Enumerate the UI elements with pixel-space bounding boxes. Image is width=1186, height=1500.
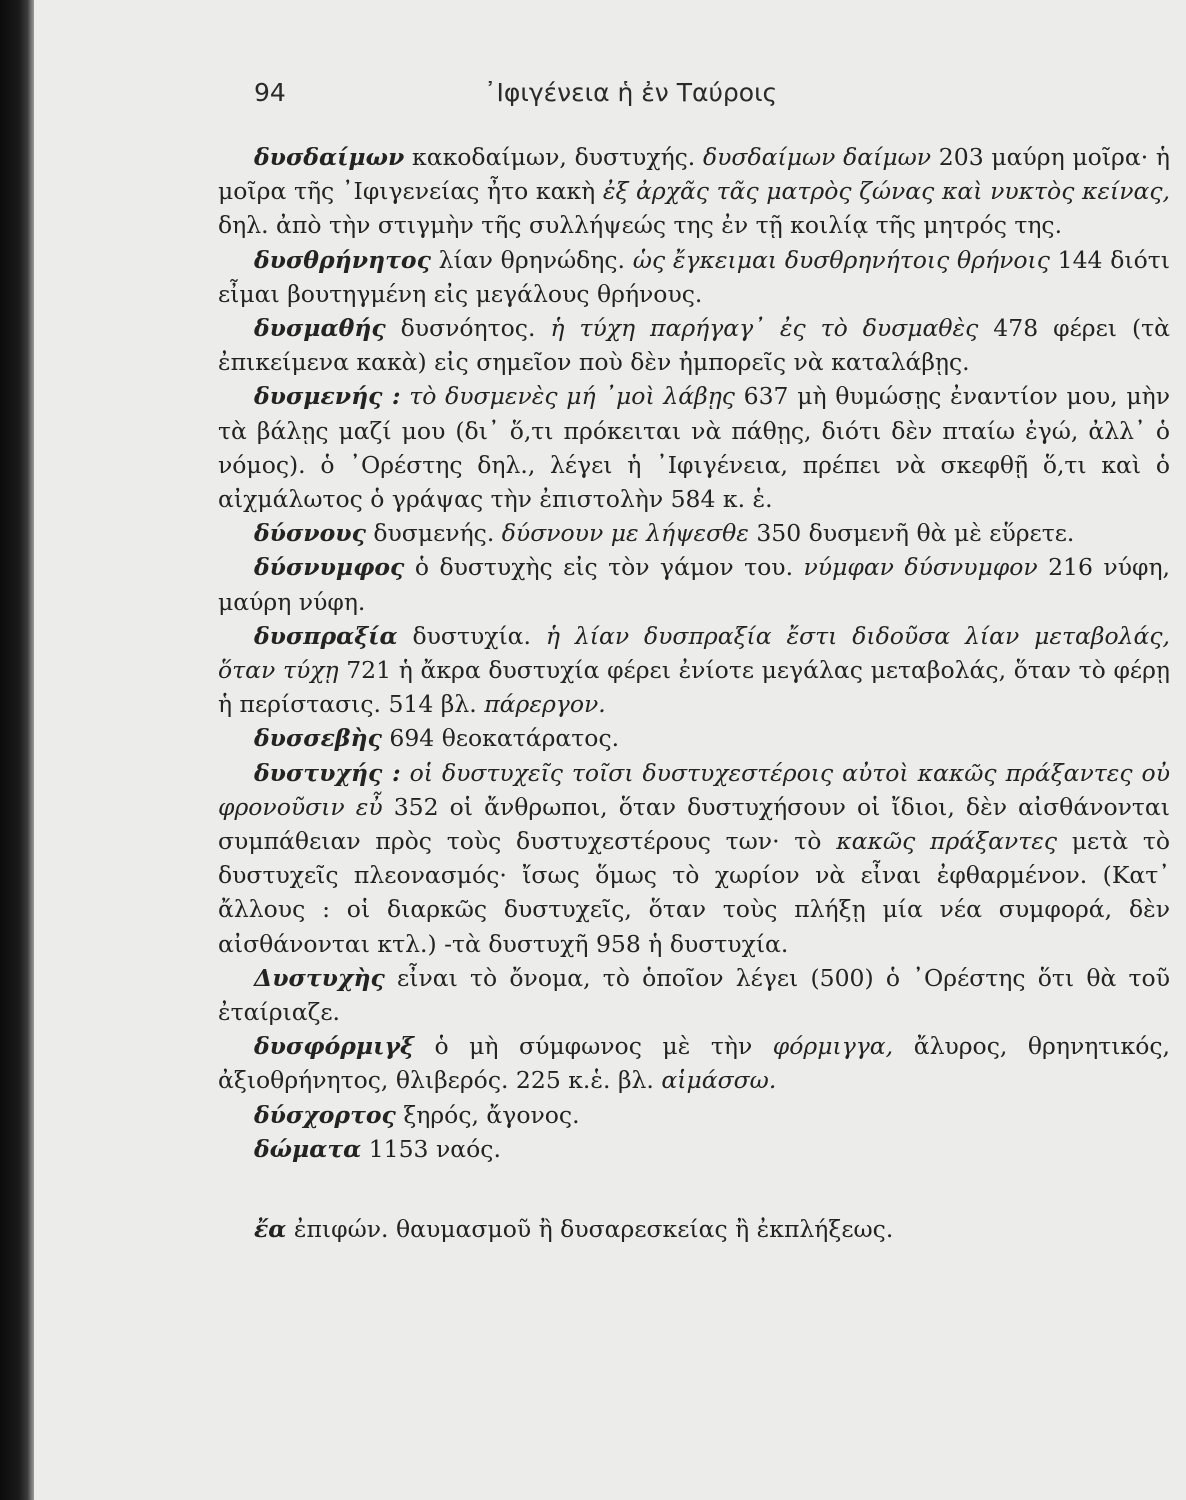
quotation: δυσδαίμων δαίμων [703, 143, 932, 171]
glossary-entry [218, 516, 1170, 550]
page-header [218, 78, 858, 114]
headword: δυσδαίμων [254, 143, 405, 171]
definition-text: ὁ μὴ σύμφωνος μὲ τὴν [413, 1032, 773, 1061]
glossary-entry [218, 311, 1170, 379]
headword: δυστυχής : [254, 758, 401, 787]
definition-text: 352 οἱ ἄνθρωποι, ὅταν δυστυχήσουν οἱ ἴδιοι, δὲν αἰσθάνονται συμπάθειαν πρὸς τοὺς δυστυχεστέρους των· τὸ [218, 792, 1170, 856]
section-gap [218, 1166, 1170, 1212]
running-title: ᾿Ιφιγένεια ἡ ἐν Ταύροις [484, 78, 778, 107]
quotation: ἡ τύχη παρήγαγ᾿ ἐς τὸ δυσμαθὲς [550, 314, 979, 343]
glossary-entry [218, 1132, 1170, 1166]
headword: δυσπραξία [254, 621, 398, 650]
headword: Δυστυχὴς [254, 963, 385, 992]
headword: δυσθρήνητος [254, 245, 431, 274]
definition-text [401, 759, 410, 787]
glossary-entry [218, 550, 1170, 618]
glossary-entry [218, 140, 1170, 243]
definition-text: ἄλυρος, θρηνητικός, ἀξιοθρήνητος, θλιβερός. 225 κ.ἑ. βλ. [218, 1032, 1170, 1095]
headword: δύσχορτος [254, 1100, 396, 1129]
definition-text: 144 διότι εἶμαι βουτηγμένη εἰς μεγάλους θρήνους. [218, 245, 1170, 308]
definition-text: κακοδαίμων, δυστυχής. [404, 143, 703, 171]
quotation: κακῶς πράξαντες [836, 827, 1057, 856]
definition-text: δηλ. ἀπὸ τὴν στιγμὴν τῆς συλλήψεώς της ἐν τῇ κοιλίᾳ τῆς μητρός της. [218, 211, 1063, 240]
definition-text: δυστυχία. [397, 621, 546, 650]
definition-text [401, 382, 410, 410]
quotation: δύσνουν με λήψεσθε [501, 519, 749, 548]
definition-text: 694 θεοκατάρατος. [381, 724, 620, 753]
quotation: τὸ δυσμενὲς μή ᾿μοὶ λάβῃς [409, 382, 735, 411]
glossary-text [218, 140, 1170, 1246]
glossary-entry [218, 961, 1170, 1029]
definition-text: ἐπιφών. θαυμασμοῦ ἢ δυσαρεσκείας ἢ ἐκπλήξεως. [286, 1215, 894, 1244]
glossary-entry [218, 243, 1170, 311]
headword: δύσνυμφος [254, 553, 405, 582]
definition-text: δυσνόητος. [385, 314, 551, 343]
quotation: οἱ δυστυχεῖς τοῖσι δυστυχεστέροις αὐτοὶ κακῶς πράξαντες οὐ φρονοῦσιν εὖ [218, 758, 1170, 821]
glossary-entry [218, 756, 1170, 961]
headword: δυσμαθής [254, 314, 386, 343]
headword: δυσσεβὴς [254, 724, 382, 753]
quotation: ἐξ ἀρχᾶς τᾶς ματρὸς ζώνας καὶ νυκτὸς κείνας, [602, 177, 1171, 206]
definition-text: λίαν θρηνώδης. [430, 245, 633, 274]
definition-text: 216 νύφη, μαύρη νύφη. [218, 553, 1170, 616]
headword: δύσνους [254, 519, 366, 548]
definition-text: εἶναι τὸ ὄνομα, τὸ ὁποῖον λέγει (500) ὁ ᾿Ορέστης ὅτι θὰ τοῦ ἐταίριαζε. [218, 963, 1170, 1027]
book-spine-shadow [0, 0, 34, 1500]
headword: δώματα [254, 1134, 362, 1163]
definition-text: 203 μαύρη μοῖρα· ἡ μοῖρα τῆς ᾿Ιφιγενείας ἦτο κακὴ [218, 143, 1170, 206]
definition-text: ξηρός, ἄγονος. [395, 1100, 580, 1129]
quotation: νύμφαν δύσνυμφον [803, 553, 1038, 582]
quotation: ἡ λίαν δυσπραξία ἔστι διδοῦσα λίαν μεταβολάς, ὅταν τύχῃ [218, 621, 1170, 685]
quotation: αἱμάσσω. [661, 1066, 777, 1095]
definition-text: 1153 ναός. [361, 1134, 501, 1163]
glossary-entry [218, 619, 1170, 722]
definition-text: 478 φέρει (τὰ ἐπικείμενα κακὰ) εἰς σημεῖον ποὺ δὲν ἠμπορεῖς νὰ καταλάβῃς. [218, 314, 1170, 377]
definition-text: 721 ἡ ἄκρα δυστυχία φέρει ἐνίοτε μεγάλας μεταβολάς, ὅταν τὸ φέρῃ ἡ περίστασις. 514 βλ. [218, 656, 1170, 719]
headword: δυσμενής : [254, 382, 401, 411]
glossary-entry [218, 1029, 1170, 1097]
headword: δυσφόρμιγξ [254, 1032, 414, 1061]
headword: ἔα [254, 1215, 287, 1244]
definition-text: ὁ δυστυχὴς εἰς τὸν γάμον του. [404, 553, 804, 582]
definition-text: μετὰ τὸ δυστυχεῖς πλεονασμός· ἴσως ὅμως τὸ χωρίον νὰ εἶναι ἐφθαρμένον. (Κατ᾿ ἄλλους : οἱ διαρκῶς δυστυχεῖς, ὅταν τοὺς πλήξῃ μία νέα συμφορά, δὲν αἰσθάνονται κτλ.) -τὰ δυστυχῆ 958 ἡ δυστυχία. [218, 827, 1170, 958]
definition-text: 637 μὴ θυμώσῃς ἐναντίον μου, μὴν τὰ βάλῃς μαζί μου (δι᾿ ὅ,τι πρόκειται νὰ πάθῃς, διότι δὲν πταίω ἐγώ, ἀλλ᾿ ὁ νόμος). ὁ ᾿Ορέστης δηλ., λέγει ἡ ᾿Ιφιγένεια, πρέπει νὰ σκεφθῇ ὅ,τι καὶ ὁ αἰχμάλωτος ὁ γράψας τὴν ἐπιστολὴν 584 κ. ἑ. [218, 382, 1170, 514]
quotation: φόρμιγγα, [772, 1032, 894, 1061]
page-number: 94 [254, 78, 286, 107]
glossary-entry [218, 379, 1170, 516]
glossary-entry [218, 1098, 1170, 1132]
glossary-entry [218, 721, 1170, 755]
glossary-entry [218, 1212, 1170, 1246]
quotation: ὡς ἔγκειμαι δυσθρηνήτοις θρήνοις [632, 245, 1050, 274]
quotation: πάρεργον. [484, 690, 606, 719]
definition-text: 350 δυσμενῆ θὰ μὲ εὕρετε. [748, 519, 1075, 548]
definition-text: δυσμενής. [365, 519, 502, 548]
